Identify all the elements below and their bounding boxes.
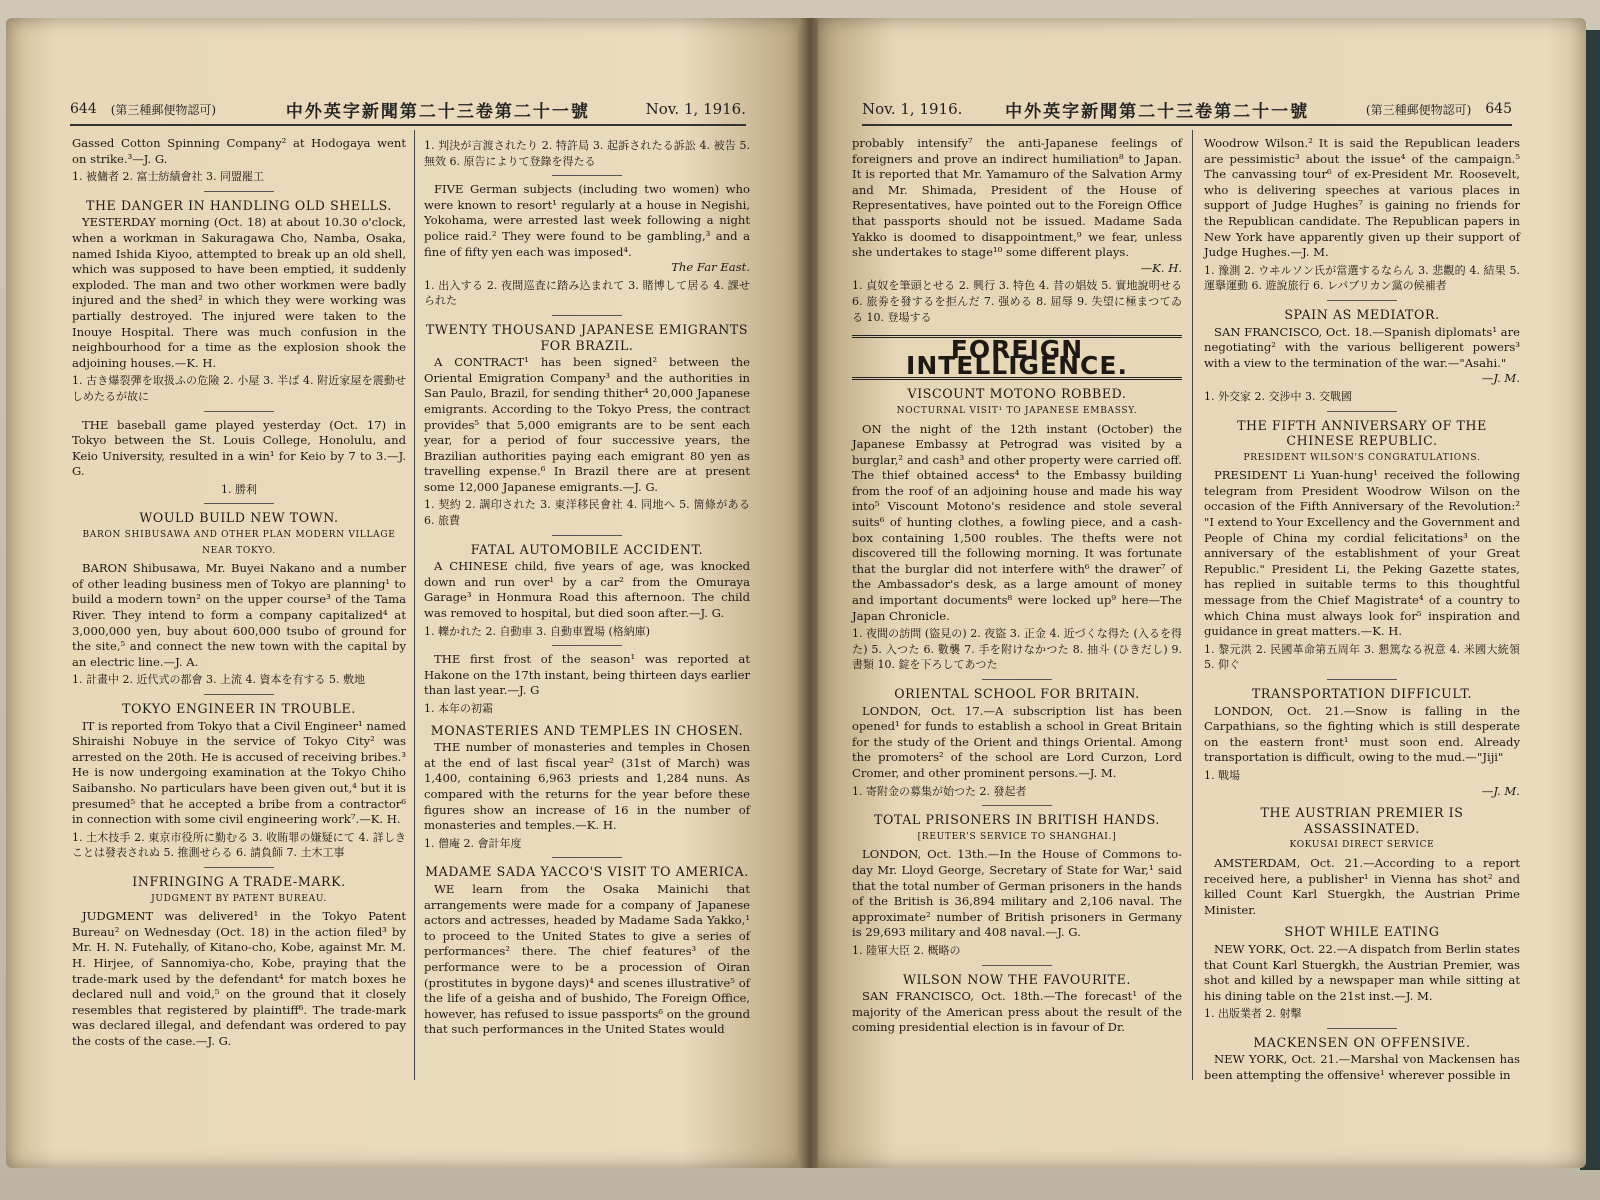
article-body: THE first frost of the season¹ was reported at Hakone on the 17th instant, being thirteen days earlier than last year.—J. G (424, 652, 750, 698)
article-headline: MONASTERIES AND TEMPLES IN CHOSEN. (430, 722, 744, 738)
article-subheadline: KOKUSAI DIRECT SERVICE (1289, 840, 1435, 851)
article-subheadline: NOCTURNAL VISIT¹ TO JAPANESE EMBASSY. (896, 405, 1138, 416)
separator (204, 411, 274, 412)
article-body: WE learn from the Osaka Mainichi that arrangements were made for a company of Japanese actors and actresses, headed by Madame Sada Yakko,¹ to proceed to the United States to give a series of performances² there. The chief features³ of the performance were to be a procession of Oiran (prostitutes in bygone days)⁴ and scenes illustrative⁵ of the life of a geisha and of bushido, The Foreign Office, however, has refused to issue passports⁶ on the ground that such performances in the United States would (424, 881, 750, 1037)
vocab-notes: 1. 計畫中 2. 近代式の都會 3. 上流 4. 資本を有する 5. 敷地 (72, 673, 365, 687)
article-headline: SHOT WHILE EATING (1284, 924, 1440, 940)
article-headline: WOULD BUILD NEW TOWN. (139, 510, 339, 526)
separator (204, 191, 274, 192)
column-divider (414, 130, 415, 1080)
article-subheadline: [REUTER'S SERVICE TO SHANGHAI.] (917, 831, 1117, 842)
article-body: A CHINESE child, five years of age, was knocked down and run over¹ by a car² from the Omuraya Garage³ in Honmura Road this afternoon. The child was removed to hospital, but died soon after.—J. G. (424, 559, 750, 621)
separator (1327, 300, 1397, 301)
left-page (6, 18, 802, 1168)
section-banner: FOREIGN INTELLIGENCE. (852, 335, 1182, 380)
vocab-notes: 1. 僧庵 2. 會計年度 (424, 836, 522, 850)
article-body: SAN FRANCISCO, Oct. 18.—Spanish diplomats¹ are negotiating² with the various belligerent powers³ with a view to the termination of the war.—"Asahi." (1204, 324, 1520, 370)
vocab-notes: 1. 陸軍大臣 2. 概略の (852, 943, 961, 957)
vocab-notes: 1. 本年の初霜 (424, 702, 493, 715)
separator (1327, 411, 1397, 412)
article-subheadline: BARON SHIBUSAWA AND OTHER PLAN MODERN VILLAGE NEAR TOKYO. (82, 530, 396, 556)
article-body: ON the night of the 12th instant (October) the Japanese Embassy at Petrograd was visited by a burglar,² and cash³ and other property were carried off. The thief obtained access⁴ to the Embassy building from the roof of an adjoining house and made his way into⁵ Viscount Motono's residence and stole several suits⁶ of hunting clothes, a fowling piece, and a cash-box containing 1,500 roubles. The thefts were not discovered till the following morning. It was fortunate that the burglar did not interfere with⁶ the drawer⁷ of the Ambassador's desk, as a large amount of money and important documents⁸ were locked up⁹ here—The Japan Chronicle. (852, 421, 1182, 623)
article-body: BARON Shibusawa, Mr. Buyei Nakano and a number of other leading business men of Tokyo are planning¹ to build a modern town² on the upper course³ of the Tama River. They intend to form a company capitalized⁴ at 3,000,000 yen, buy about 600,000 tsubo of ground for the site,⁵ and connect the new town with the capital by an electric line.—J. A. (72, 561, 406, 669)
vocab-notes: 1. 契約 2. 調印された 3. 東洋移民會社 4. 同地へ 5. 箇條がある 6. 旅費 (424, 498, 750, 528)
article-body: LONDON, Oct. 17.—A subscription list has been opened¹ for funds to establish a school in Great Britain for the study of the Orient and things Oriental. Among the promoters² of the school are Lord Curzon, Lord Cromer, and other prominent persons.—J. M. (852, 703, 1182, 780)
left-column-1 (72, 136, 406, 1049)
article-body: LONDON, Oct. 13th.—In the House of Commons to-day Mr. Lloyd George, Secretary of State for War,¹ said that the total number of German prisoners in the hands of the British is 36,894 military and 2,106 naval. The approximate² number of British prisoners in Germany is 29,693 military and 408 naval.—J. G. (852, 847, 1182, 940)
vocab-notes: 1. 被傭者 2. 富士紡績會社 3. 同盟罷工 (72, 170, 264, 184)
article-continuation: Woodrow Wilson.² It is said the Republican leaders are pessimistic³ about the issue⁴ of the campaign.⁵ The canvassing tour⁶ of ex-President Mr. Roosevelt, who is delivering speeches at various places in support of Judge Hughes⁷ is gaining no friends for the Republican candidate. The Republican papers in New York have apparently given up their support of Judge Hughes.—J. M. (1204, 136, 1520, 260)
vocab-notes: 1. 出入する 2. 夜間巡査に踏み込まれて 3. 賭博して居る 4. 課せられた (424, 278, 750, 308)
newspaper-title: 中外英字新聞第二十三卷第二十一號 (285, 101, 590, 122)
article-headline: TWENTY THOUSAND JAPANESE EMIGRANTS FOR BRAZIL. (425, 321, 749, 353)
right-page-header (862, 94, 1512, 126)
separator (552, 175, 622, 176)
article-headline: VISCOUNT MOTONO ROBBED. (907, 386, 1127, 402)
issue-date: Nov. 1, 1916. (645, 100, 746, 118)
article-headline: MACKENSEN ON OFFENSIVE. (1253, 1034, 1471, 1050)
separator (204, 503, 274, 504)
article-headline: SPAIN AS MEDIATOR. (1284, 306, 1440, 322)
article-body: LONDON, Oct. 21.—Snow is falling in the Carpathians, so the fighting which is still desperate on the eastern front¹ must soon end. Already transportation is difficult, owing to the mud.—"Jiji" (1204, 703, 1520, 765)
article-body: IT is reported from Tokyo that a Civil Engineer¹ named Shiraishi Nobuye in the service of Tokyo City² was arrested on the 20th. He is accused of receiving bribes.³ He is now undergoing examination at the Tokyo Chiho Saibansho. No particulars have been given out,⁴ but it is presumed⁵ that he accepted a bribe from a contractor⁶ in connection with some civil engineering work⁷.—K. H. (72, 718, 406, 827)
page-number: 644 (70, 101, 97, 117)
article-body: NEW YORK, Oct. 21.—Marshal von Mackensen has been attempting the offensive¹ wherever possible in (1204, 1052, 1520, 1083)
vocab-notes: 1. 土木技手 2. 東京市役所に勤むる 3. 收賄罪の嫌疑にて 4. 詳しきことは發表されぬ 5. 推測せらる 6. 請負師 7. 土木工事 (72, 830, 406, 860)
article-body: THE baseball game played yesterday (Oct. 17) in Tokyo between the St. Louis College, Honolulu, and Keio University, resulted in a win¹ for Keio by 7 to 3.—J. G. (72, 417, 406, 479)
separator (982, 679, 1052, 680)
article-headline: TOKYO ENGINEER IN TROUBLE. (122, 701, 356, 716)
separator (1327, 679, 1397, 680)
vocab-notes: 1. 寄附金の募集が始つた 2. 發起者 (852, 784, 1027, 798)
article-headline: THE AUSTRIAN PREMIER IS ASSASSINATED. (1260, 805, 1464, 836)
vocab-notes: 1. 出版業者 2. 射擊 (1204, 1007, 1302, 1021)
article-body: YESTERDAY morning (Oct. 18) at about 10.30 o'clock, when a workman in Sakuragawa Cho, Namba, Osaka, named Ishida Kiyoo, attempted to break up an old shell, which was supposed to have been emptied, it suddenly exploded. The man and two other workmen were badly injured and the shed² in which they were working was partially destroyed. The injured were taken to the Inouye Hospital. There was much confusion in the neighbourhood for a time as the explosion shook the adjoining houses.—K. H. (72, 215, 406, 370)
separator (982, 965, 1052, 966)
article-body: FIVE German subjects (including two women) who were known to resort¹ regularly at a house in Negishi, Yokohama, were arrested last week following a night police raid.² They were found to be gambling,³ and a fine of fifty yen each was imposed⁴. (424, 182, 750, 259)
separator (204, 867, 274, 868)
article-body: NEW YORK, Oct. 22.—A dispatch from Berlin states that Count Karl Stuergkh, the Austrian Premier, was shot and killed by a newspaper man while sitting at his dining table on the 21st inst.—J. M. (1204, 941, 1520, 1003)
article-body: SAN FRANCISCO, Oct. 18th.—The forecast¹ of the majority of the American press about the result of the coming presidential election is in favour of Dr. (852, 989, 1182, 1035)
article-body: JUDGMENT was delivered¹ in the Tokyo Patent Bureau² on Wednesday (Oct. 18) in the action filed³ by Mr. H. N. Futehally, of Kitano-cho, Kobe, against Mr. M. H. Hirjee, of Sannomiya-cho, Kobe, praying that the trade-mark used by the defendant⁴ for match boxes he declared null and void,⁵ on the ground that it closely resembles that registered by plaintiff⁶. The trade-mark was declared illegal, and defendant was ordered to pay the costs of the case.—J. G. (72, 909, 406, 1048)
article-headline: WILSON NOW THE FAVOURITE. (902, 971, 1132, 987)
vocab-notes: 1. 豫測 2. ウヰルソン氏が當選するならん 3. 悲觀的 4. 結果 5. 運擧運動 6. 遊說旅行 6. レパブリカン黨の候補者 (1204, 263, 1520, 293)
article-headline: TOTAL PRISONERS IN BRITISH HANDS. (874, 812, 1160, 828)
separator (552, 535, 622, 536)
separator (982, 805, 1052, 806)
article-source: The Far East. (671, 260, 750, 275)
vocab-notes: 1. 外交家 2. 交涉中 3. 交戰國 (1204, 389, 1352, 403)
vocab-notes: 1. 勝利 (221, 482, 257, 496)
article-headline: THE FIFTH ANNIVERSARY OF THE CHINESE REPUBLIC. (1237, 417, 1487, 449)
separator (552, 315, 622, 316)
issue-date: Nov. 1, 1916. (862, 100, 963, 118)
left-page-header (70, 94, 746, 126)
separator (552, 857, 622, 858)
article-headline: MADAME SADA YACCO'S VISIT TO AMERICA. (425, 864, 749, 880)
right-column-1 (852, 136, 1182, 1036)
article-headline: ORIENTAL SCHOOL FOR BRITAIN. (894, 686, 1140, 701)
postal-permit: (第三種郵便物認可) (1365, 102, 1472, 117)
page-number: 645 (1485, 101, 1512, 117)
vocab-notes: 1. 轢かれた 2. 自動車 3. 自動車置場 (格納庫) (424, 624, 651, 638)
article-continuation: probably intensify⁷ the anti-Japanese feelings of foreigners and prove an indirect humiliation⁸ to Japan. It is reported that Mr. Yamamuro of the Salvation Army and Mr. Shimada, President of the House of Representatives, have pointed out to the Foreign Office that passports should not be issued. Madame Sada Yakko is doomed to disappointment,⁹ we fear, unless she undertakes to stage¹⁰ some different plays. (852, 136, 1182, 260)
vocab-notes: 1. 夜間の訪問 (盜見の) 2. 夜盜 3. 正金 4. 近づくな得た (入るを得た) 5. 入つた 6. 數襲 7. 手を附けなかつた 8. 抽斗 (ひきだし) 9. 書類 10. 錠を下ろしてあつた (852, 627, 1182, 672)
newspaper-title: 中外英字新聞第二十三卷第二十一號 (1005, 101, 1310, 122)
vocab-notes: 1. 戰場 (1204, 768, 1240, 782)
vocab-notes: 1. 黎元洪 2. 民國革命第五周年 3. 懇篤なる祝意 4. 米國大統領 5. 仰ぐ (1204, 642, 1520, 672)
postal-permit: (第三種郵便物認可) (110, 102, 217, 117)
vocab-notes: 1. 古き爆裂彈を取扱ふの危險 2. 小屋 3. 半ば 4. 附近家屋を震動せしめたるが故に (72, 374, 406, 403)
vocab-notes: 1. 判決が言渡されたり 2. 特許局 3. 起訴されたる訴訟 4. 被告 5. 無效 6. 原告によりて登錄を得たる (424, 139, 750, 168)
column-divider (1192, 130, 1193, 1080)
article-body: PRESIDENT Li Yuan-hung¹ received the following telegram from President Woodrow Wilson on the occasion of the Fifth Anniversary of the Revolution:² "I extend to Your Excellency and the Government and People of China my cordial felicitations³ on the anniversary of the establishment of your Great Republic." President Li, the Peking Gazette states, has replied in suitable terms to this thoughtful message from the Chief Magistrate⁴ of a country to which China must always look for⁵ inspiration and guidance in great matters.—K. H. (1204, 468, 1520, 639)
article-headline: FATAL AUTOMOBILE ACCIDENT. (470, 541, 704, 557)
separator (552, 645, 622, 646)
article-subheadline: JUDGMENT BY PATENT BUREAU. (151, 893, 327, 904)
article-source: —K. H. (1140, 260, 1182, 275)
separator (1327, 1028, 1397, 1029)
article-continuation: Gassed Cotton Spinning Company² at Hodogaya went on strike.³—J. G. (72, 136, 406, 166)
article-source: —J. M. (1481, 783, 1520, 798)
article-body: AMSTERDAM, Oct. 21.—According to a report received here, a publisher¹ in Vienna has shot² and killed Count Karl Stuergkh, the Austrian Prime Minister. (1204, 855, 1520, 917)
article-subheadline: PRESIDENT WILSON'S CONGRATULATIONS. (1243, 452, 1481, 463)
article-body: THE number of monasteries and temples in Chosen at the end of last fiscal year² (31st of March) was 1,400, containing 6,963 priests and 1,284 nuns. As compared with the returns for the year before these figures show an increase of 16 in the number of monasteries and temples.—K. H. (424, 740, 750, 833)
article-body: A CONTRACT¹ has been signed² between the Oriental Emigration Company³ and the authorities in San Paulo, Brazil, for sending thither⁴ 20,000 Japanese emigrants. According to the Tokyo Press, the contract provides⁵ that 5,000 emigrants are to be sent each year, for a period of four successive years, the Brazilian authorities paying each emigrant 80 yen as travelling expense.⁶ In Brazil there are at present some 12,000 Japanese emigrants.—J. G. (424, 355, 750, 494)
right-column-2 (1204, 136, 1520, 1084)
vocab-notes: 1. 貞奴を筆頭とせる 2. 興行 3. 特色 4. 昔の娼妓 5. 實地說明せる 6. 旅劵を發するを拒んだ 7. 强める 8. 屈辱 9. 失望に極まつてゐる 10. 登場する (852, 279, 1182, 324)
left-column-2 (424, 136, 750, 1038)
article-headline: TRANSPORTATION DIFFICULT. (1251, 686, 1473, 701)
article-headline: THE DANGER IN HANDLING OLD SHELLS. (85, 197, 393, 213)
separator (204, 694, 274, 695)
article-source: —J. M. (1481, 371, 1520, 386)
right-page (818, 18, 1586, 1168)
article-headline: INFRINGING A TRADE-MARK. (132, 873, 346, 889)
